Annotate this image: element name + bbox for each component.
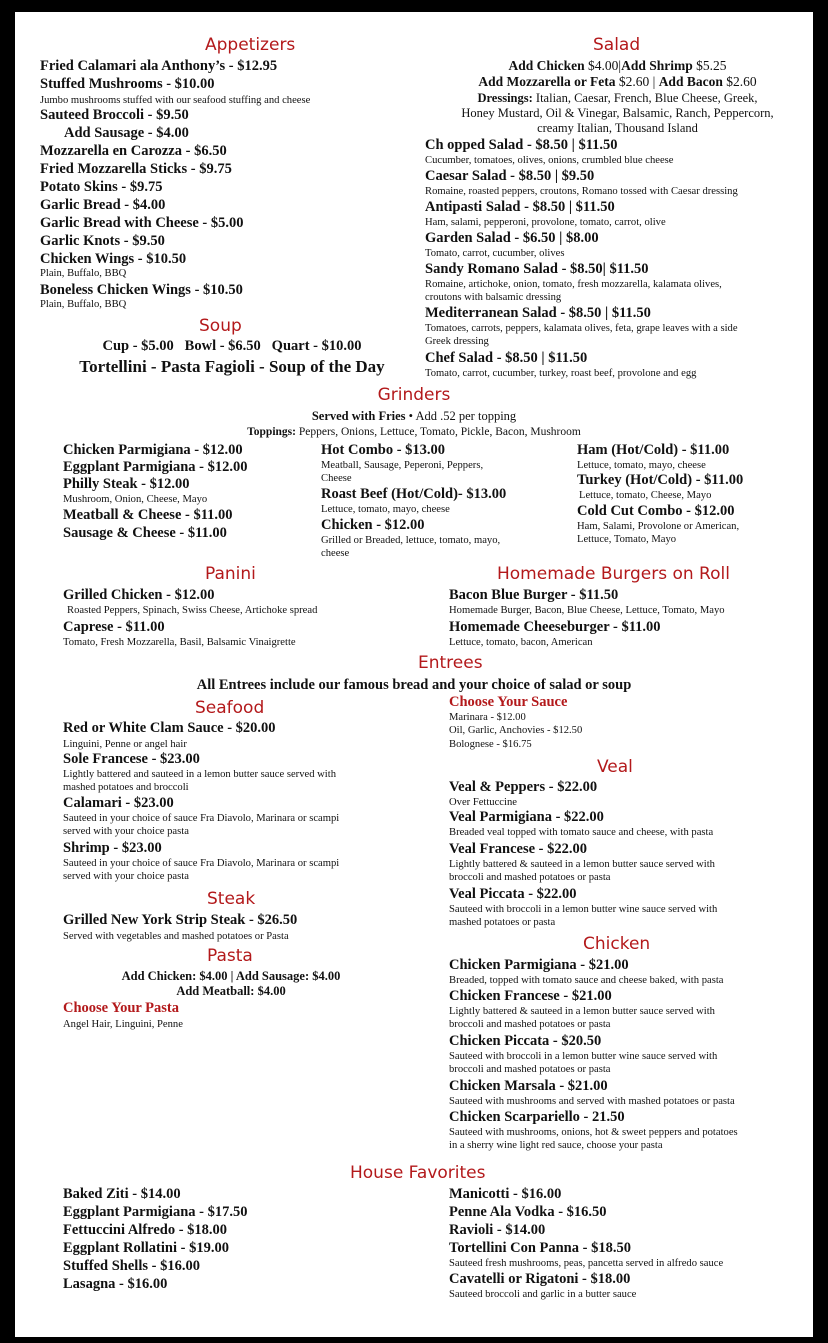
item-description: Grilled or Breaded, lettuce, tomato, mayo, [321, 535, 501, 546]
menu-item: Sausage & Cheese - $11.00 [63, 525, 227, 541]
soup-varieties: Tortellini - Pasta Fagioli - Soup of the Day [79, 357, 385, 376]
item-description: Roasted Peppers, Spinach, Swiss Cheese, Artichoke spread [67, 605, 318, 616]
menu-item: Garlic Bread - $4.00 [40, 197, 166, 213]
menu-item: Boneless Chicken Wings - $10.50 [40, 282, 243, 298]
item-description: croutons with balsamic dressing [425, 292, 562, 303]
item-description: Romaine, roasted peppers, croutons, Romano tossed with Caesar dressing [425, 186, 738, 197]
salad-addons-line-2: Add Mozzarella or Feta $2.60 | Add Bacon $2.60 [478, 74, 757, 89]
item-description: Sauteed with mushrooms, onions, hot & sweet peppers and potatoes [449, 1127, 738, 1138]
menu-item: Chicken Wings - $10.50 [40, 251, 187, 267]
menu-item: Chicken Marsala - $21.00 [449, 1078, 608, 1094]
soup-heading: Soup [199, 316, 242, 336]
grinders-heading: Grinders [377, 385, 451, 405]
item-description: Lettuce, tomato, Cheese, Mayo [579, 490, 712, 501]
menu-item: Stuffed Shells - $16.00 [63, 1258, 200, 1274]
item-description: Sauteed in your choice of sauce Fra Diavolo, Marinara or scampi [63, 858, 340, 869]
item-description: Tomatoes, carrots, peppers, kalamata olives, feta, grape leaves with a side [425, 323, 738, 334]
menu-item: Eggplant Parmigiana - $12.00 [63, 459, 248, 475]
salad-heading: Salad [593, 35, 641, 55]
salad-addons-line-1: Add Chicken $4.00|Add Shrimp $5.25 [508, 58, 727, 73]
soup-sizes: Cup - $5.00 Bowl - $6.50 Quart - $10.00 [102, 338, 362, 354]
menu-item: Grilled Chicken - $12.00 [63, 587, 215, 603]
menu-item: Homemade Cheeseburger - $11.00 [449, 619, 661, 635]
item-description: Lightly battered and sauteed in a lemon butter sauce served with [63, 769, 336, 780]
menu-item: Sandy Romano Salad - $8.50| $11.50 [425, 261, 649, 277]
item-description: mashed potatoes or pasta [449, 917, 556, 928]
menu-item: Add Sausage - $4.00 [64, 125, 189, 141]
menu-item: Ham (Hot/Cold) - $11.00 [577, 442, 730, 458]
item-description: Breaded veal topped with tomato sauce and cheese, with pasta [449, 827, 714, 838]
item-description: Sauteed with broccoli in a lemon butter wine sauce served with [449, 1051, 718, 1062]
item-description: Meatball, Sausage, Peperoni, Peppers, [321, 460, 484, 471]
menu-item: Mediterranean Salad - $8.50 | $11.50 [425, 305, 651, 321]
menu-page [15, 12, 813, 1337]
menu-item: Sauteed Broccoli - $9.50 [40, 107, 189, 123]
pasta-addons-line-1: Add Chicken: $4.00 | Add Sausage: $4.00 [121, 969, 341, 983]
menu-item: Hot Combo - $13.00 [321, 442, 446, 458]
menu-item: Eggplant Parmigiana - $17.50 [63, 1204, 248, 1220]
item-description: Lettuce, tomato, bacon, American [449, 637, 593, 648]
grinders-toppings: Toppings: Peppers, Onions, Lettuce, Tomato, Pickle, Bacon, Mushroom [247, 426, 581, 438]
menu-item: Shrimp - $23.00 [63, 840, 162, 856]
item-description: Tomato, Fresh Mozzarella, Basil, Balsamic Vinaigrette [63, 637, 296, 648]
menu-item: Garlic Knots - $9.50 [40, 233, 165, 249]
chicken-heading: Chicken [583, 934, 651, 954]
menu-item: Mozzarella en Carozza - $6.50 [40, 143, 227, 159]
house-favorites-heading: House Favorites [350, 1163, 486, 1183]
menu-item: Turkey (Hot/Cold) - $11.00 [577, 472, 744, 488]
menu-item: Veal Piccata - $22.00 [449, 886, 577, 902]
menu-item: Calamari - $23.00 [63, 795, 174, 811]
steak-heading: Steak [207, 889, 256, 909]
item-description: Tomato, carrot, cucumber, olives [425, 248, 565, 259]
menu-item: Chef Salad - $8.50 | $11.50 [425, 350, 588, 366]
item-description: Cheese [321, 473, 352, 484]
salad-dressings-line-2: Honey Mustard, Oil & Vinegar, Balsamic, Ranch, Peppercorn, [461, 106, 774, 120]
menu-item: Ch opped Salad - $8.50 | $11.50 [425, 137, 618, 153]
pasta-addons-line-2: Add Meatball: $4.00 [176, 984, 286, 998]
item-description: broccoli and mashed potatoes or pasta [449, 1064, 611, 1075]
salad-dressings-line-1: Dressings: Italian, Caesar, French, Blue Cheese, Greek, [477, 91, 758, 105]
menu-item: Penne Ala Vodka - $16.50 [449, 1204, 607, 1220]
menu-item: Veal Parmigiana - $22.00 [449, 809, 604, 825]
menu-item: Chicken Scarpariello - 21.50 [449, 1109, 625, 1125]
item-description: served with your choice pasta [63, 871, 189, 882]
item-description: Lightly battered & sauteed in a lemon butter sauce served with [449, 1006, 715, 1017]
menu-item: Veal & Peppers - $22.00 [449, 779, 598, 795]
menu-item: Fried Calamari ala Anthony’s - $12.95 [40, 58, 278, 74]
menu-item: Fettuccini Alfredo - $18.00 [63, 1222, 228, 1238]
veal-heading: Veal [597, 757, 633, 777]
item-description: broccoli and mashed potatoes or pasta [449, 872, 611, 883]
item-description: Plain, Buffalo, BBQ [40, 268, 127, 279]
menu-item: Chicken - $12.00 [321, 517, 425, 533]
menu-item: Chicken Francese - $21.00 [449, 988, 612, 1004]
menu-item: Fried Mozzarella Sticks - $9.75 [40, 161, 232, 177]
entrees-heading: Entrees [418, 653, 483, 673]
item-description: Sauteed in your choice of sauce Fra Diavolo, Marinara or scampi [63, 813, 340, 824]
item-description: Ham, salami, pepperoni, provolone, tomato, carrot, olive [425, 217, 666, 228]
menu-item: Meatball & Cheese - $11.00 [63, 507, 233, 523]
menu-item: Sole Francese - $23.00 [63, 751, 200, 767]
item-description: Cucumber, tomatoes, olives, onions, crumbled blue cheese [425, 155, 674, 166]
choose-pasta-heading: Choose Your Pasta [63, 1000, 180, 1016]
menu-item: Garden Salad - $6.50 | $8.00 [425, 230, 599, 246]
menu-item: Tortellini Con Panna - $18.50 [449, 1240, 631, 1256]
menu-item: Grilled New York Strip Steak - $26.50 [63, 912, 298, 928]
item-description: Tomato, carrot, cucumber, turkey, roast beef, provolone and egg [425, 368, 697, 379]
entrees-subtitle: All Entrees include our famous bread and your choice of salad or soup [196, 677, 632, 693]
menu-item: Philly Steak - $12.00 [63, 476, 190, 492]
item-description: in a sherry wine light red sauce, choose your pasta [449, 1140, 663, 1151]
grinders-served-note: Served with Fries • Add .52 per topping [311, 409, 517, 423]
menu-item: Bacon Blue Burger - $11.50 [449, 587, 619, 603]
menu-item: Garlic Bread with Cheese - $5.00 [40, 215, 244, 231]
menu-item: Cavatelli or Rigatoni - $18.00 [449, 1271, 631, 1287]
item-description: Romaine, artichoke, onion, tomato, fresh mozzarella, kalamata olives, [425, 279, 722, 290]
item-description: Lettuce, tomato, mayo, cheese [577, 460, 706, 471]
item-description: broccoli and mashed potatoes or pasta [449, 1019, 611, 1030]
item-description: Linguini, Penne or angel hair [63, 739, 187, 750]
item-description: Greek dressing [425, 336, 489, 347]
item-description: Sauteed with mushrooms and served with mashed potatoes or pasta [449, 1096, 735, 1107]
sauce-option: Oil, Garlic, Anchovies - $12.50 [449, 725, 583, 736]
item-description: Jumbo mushrooms stuffed with our seafood stuffing and cheese [40, 95, 311, 106]
menu-item: Cold Cut Combo - $12.00 [577, 503, 735, 519]
pasta-options: Angel Hair, Linguini, Penne [63, 1019, 183, 1030]
item-description: Served with vegetables and mashed potatoes or Pasta [63, 931, 289, 942]
menu-item: Chicken Piccata - $20.50 [449, 1033, 602, 1049]
item-description: served with your choice pasta [63, 826, 189, 837]
pasta-heading: Pasta [207, 946, 253, 966]
menu-item: Chicken Parmigiana - $12.00 [63, 442, 243, 458]
menu-item: Caprese - $11.00 [63, 619, 165, 635]
menu-item: Baked Ziti - $14.00 [63, 1186, 181, 1202]
menu-item: Chicken Parmigiana - $21.00 [449, 957, 629, 973]
appetizers-heading: Appetizers [205, 35, 296, 55]
item-description: Breaded, topped with tomato sauce and cheese baked, with pasta [449, 975, 724, 986]
item-description: Sauteed with broccoli in a lemon butter wine sauce served with [449, 904, 718, 915]
sauce-option: Bolognese - $16.75 [449, 739, 532, 750]
item-description: Over Fettuccine [449, 797, 517, 808]
item-description: Sauteed fresh mushrooms, peas, pancetta served in alfredo sauce [449, 1258, 724, 1269]
menu-item: Antipasti Salad - $8.50 | $11.50 [425, 199, 615, 215]
burgers-heading: Homemade Burgers on Roll [497, 564, 730, 584]
item-description: Plain, Buffalo, BBQ [40, 299, 127, 310]
menu-item: Manicotti - $16.00 [449, 1186, 562, 1202]
menu-item: Potato Skins - $9.75 [40, 179, 163, 195]
item-description: Ham, Salami, Provolone or American, [577, 521, 740, 532]
menu-item: Roast Beef (Hot/Cold)- $13.00 [321, 486, 507, 502]
panini-heading: Panini [205, 564, 256, 584]
item-description: Lettuce, Tomato, Mayo [577, 534, 677, 545]
item-description: Homemade Burger, Bacon, Blue Cheese, Lettuce, Tomato, Mayo [449, 605, 725, 616]
menu-item: Stuffed Mushrooms - $10.00 [40, 76, 215, 92]
menu-item: Ravioli - $14.00 [449, 1222, 546, 1238]
choose-sauce-heading: Choose Your Sauce [449, 694, 568, 710]
menu-item: Red or White Clam Sauce - $20.00 [63, 720, 276, 736]
menu-item: Lasagna - $16.00 [63, 1276, 168, 1292]
item-description: cheese [321, 548, 350, 559]
sauce-option: Marinara - $12.00 [449, 712, 526, 723]
item-description: mashed potatoes and broccoli [63, 782, 189, 793]
salad-dressings-line-3: creamy Italian, Thousand Island [537, 121, 698, 135]
menu-item: Caesar Salad - $8.50 | $9.50 [425, 168, 595, 184]
seafood-heading: Seafood [195, 698, 265, 718]
item-description: Lightly battered & sauteed in a lemon butter sauce served with [449, 859, 715, 870]
item-description: Mushroom, Onion, Cheese, Mayo [63, 494, 208, 505]
menu-item: Veal Francese - $22.00 [449, 841, 587, 857]
item-description: Sauteed broccoli and garlic in a butter sauce [449, 1289, 637, 1300]
menu-item: Eggplant Rollatini - $19.00 [63, 1240, 229, 1256]
item-description: Lettuce, tomato, mayo, cheese [321, 504, 450, 515]
